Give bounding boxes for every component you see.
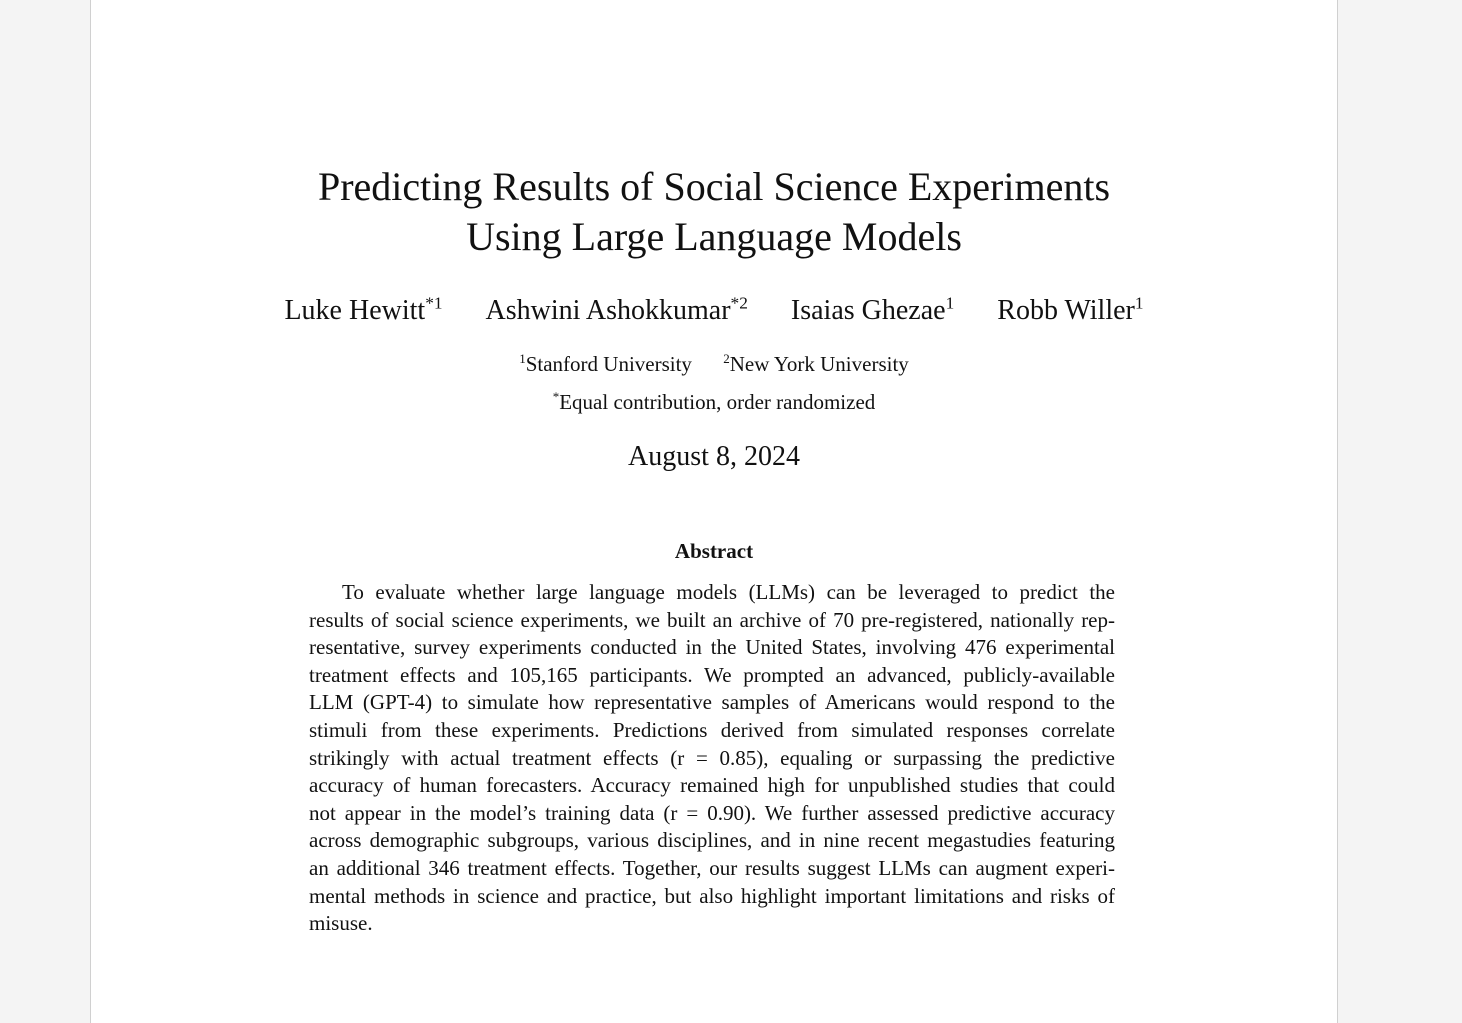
abstract-line: treatment effects and 105,165 participants. We prompted an advanced, publicly-available: [309, 662, 1115, 687]
author: [791, 293, 954, 329]
abstract-heading: Abstract: [674, 539, 754, 563]
author: [284, 293, 442, 329]
affiliations: [91, 350, 1337, 378]
paper-page: [90, 0, 1338, 1023]
note-mark: *: [552, 388, 560, 404]
abstract-line: mental methods in science and practice, but also highlight important limitations and risks of: [309, 883, 1115, 908]
note-text: Equal contribution, order randomized: [559, 390, 876, 414]
abstract-body: [309, 579, 1115, 938]
affiliation: [519, 350, 692, 378]
author-name: Ashwini Ashokkumar: [485, 295, 731, 326]
author-mark: *1: [425, 293, 443, 313]
abstract-line: misuse.: [309, 911, 373, 936]
abstract-line: results of social science experiments, we built an archive of 70 pre-registered, nationally rep-: [309, 607, 1115, 632]
author-list: [91, 293, 1337, 329]
paper-date: August 8, 2024: [628, 441, 800, 472]
author-name: Robb Willer: [997, 295, 1135, 326]
author: [997, 293, 1143, 329]
author-name: Isaias Ghezae: [790, 295, 946, 326]
author-name: Luke Hewitt: [284, 295, 426, 326]
abstract-line: strikingly with actual treatment effects (r = 0.85), equaling or surpassing the predictive: [309, 745, 1115, 770]
title-line-1: Predicting Results of Social Science Experiments: [317, 164, 1111, 209]
author: [486, 293, 748, 329]
abstract-line: To evaluate whether large language models (LLMs) can be leveraged to predict the: [342, 580, 1115, 604]
author-mark: *2: [730, 293, 748, 313]
paper-title: [91, 162, 1337, 262]
abstract-line: not appear in the model’s training data (r = 0.90). We further assessed predictive accuracy: [309, 800, 1115, 825]
affiliation-mark: 2: [723, 350, 730, 366]
affiliation-name: Stanford University: [525, 352, 692, 376]
affiliation-name: New York University: [729, 352, 909, 376]
title-line-2: Using Large Language Models: [466, 214, 962, 259]
author-mark: 1: [945, 293, 955, 313]
author-mark: 1: [1134, 293, 1144, 313]
contribution-note: [91, 388, 1337, 416]
abstract-line: LLM (GPT-4) to simulate how representative samples of Americans would respond to the: [309, 690, 1115, 715]
abstract-line: an additional 346 treatment effects. Together, our results suggest LLMs can augment experi-: [309, 855, 1115, 880]
abstract-line: stimuli from these experiments. Predictions derived from simulated responses correlate: [309, 717, 1115, 742]
abstract-line: across demographic subgroups, various disciplines, and in nine recent megastudies featuring: [309, 828, 1115, 853]
affiliation: [723, 350, 909, 378]
affiliation-mark: 1: [519, 350, 526, 366]
abstract-line: accuracy of human forecasters. Accuracy remained high for unpublished studies that could: [309, 773, 1115, 798]
abstract-line: resentative, survey experiments conducted in the United States, involving 476 experimental: [309, 635, 1115, 660]
